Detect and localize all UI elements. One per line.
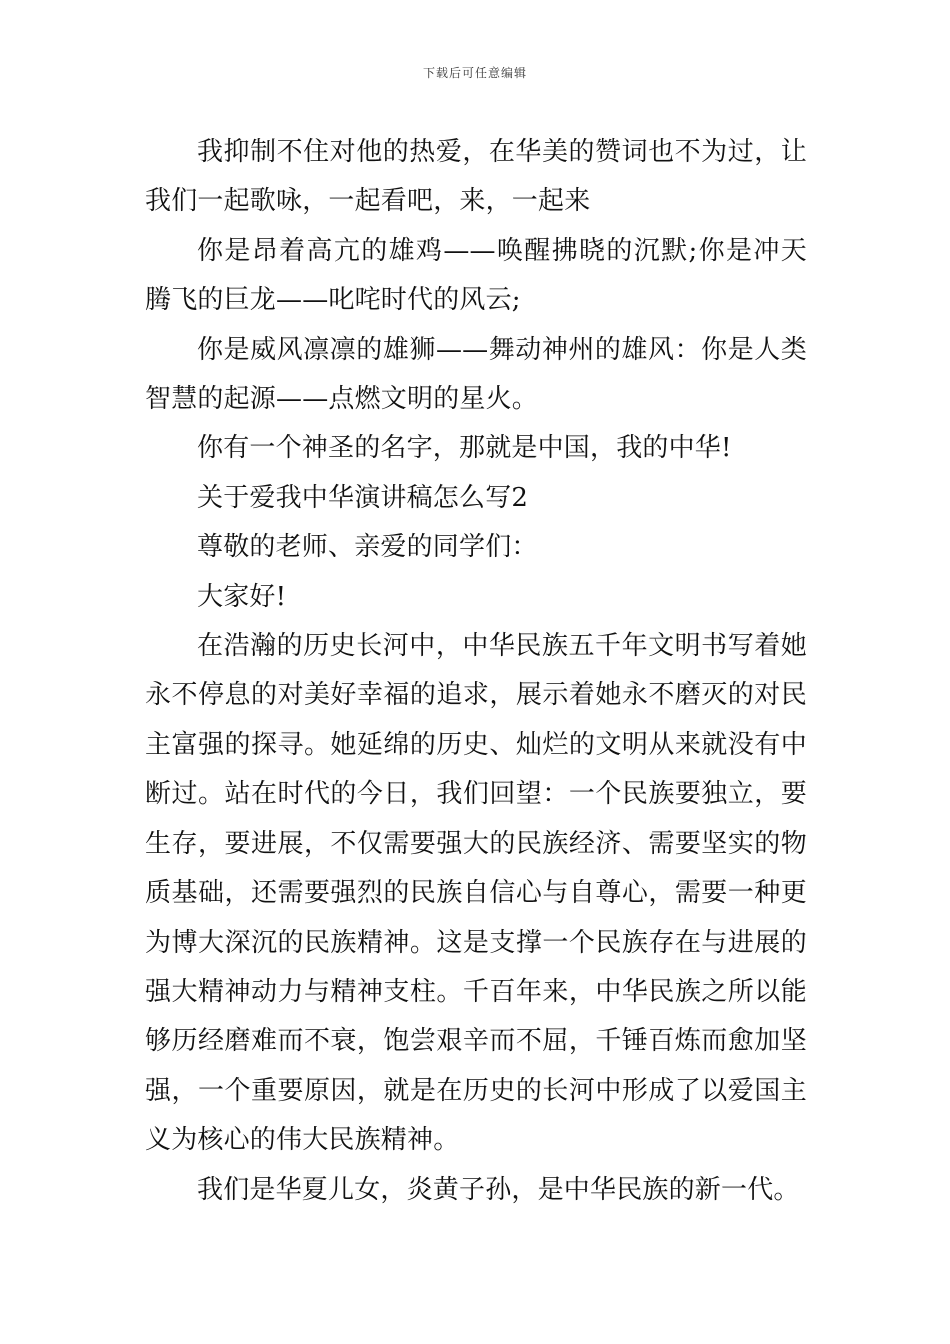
- salutation: 尊敬的老师、亲爱的同学们：: [197, 532, 538, 563]
- paragraph-4: 你有一个神圣的名字，那就是中国，我的中华!: [197, 433, 732, 464]
- document-body: [145, 128, 807, 1215]
- page-header: 下载后可任意编辑: [422, 66, 527, 80]
- paragraph-main: 在浩瀚的历史长河中，中华民族五千年文明书写着她永不停息的对美好幸福的追求，展示着她永不磨灭的对民主富强的探寻。她延绵的历史、灿烂的文明从来就没有中断过。站在时代的今日，我们回望：一个民族要独立，要生存，要进展，不仅需要强大的民族经济、需要坚实的物质基础，还需要强烈的民族自信心与自尊心，需要一种更为博大深沉的民族精神。这是支撑一个民族存在与进展的强大精神动力与精神支柱。千百年来，中华民族之所以能够历经磨难而不衰，饱尝艰辛而不屈，千锤百炼而愈加坚强，一个重要原因，就是在历史的长河中形成了以爱国主义为核心的伟大民族精神。: [145, 631, 807, 1156]
- section-title: 关于爱我中华演讲稿怎么写2: [197, 482, 529, 513]
- paragraph-3: 你是威风凛凛的雄狮——舞动神州的雄风：你是人类智慧的起源——点燃文明的星火。: [145, 334, 807, 415]
- greeting: 大家好!: [197, 581, 287, 612]
- paragraph-last: 我们是华夏儿女，炎黄子孙，是中华民族的新一代。: [197, 1174, 800, 1205]
- paragraph-2: 你是昂着高亢的雄鸡——唤醒拂晓的沉默;你是冲天腾飞的巨龙——叱咤时代的风云;: [145, 235, 807, 316]
- paragraph-1: 我抑制不住对他的热爱，在华美的赞词也不为过，让我们一起歌咏，一起看吧，来，一起来: [145, 137, 807, 217]
